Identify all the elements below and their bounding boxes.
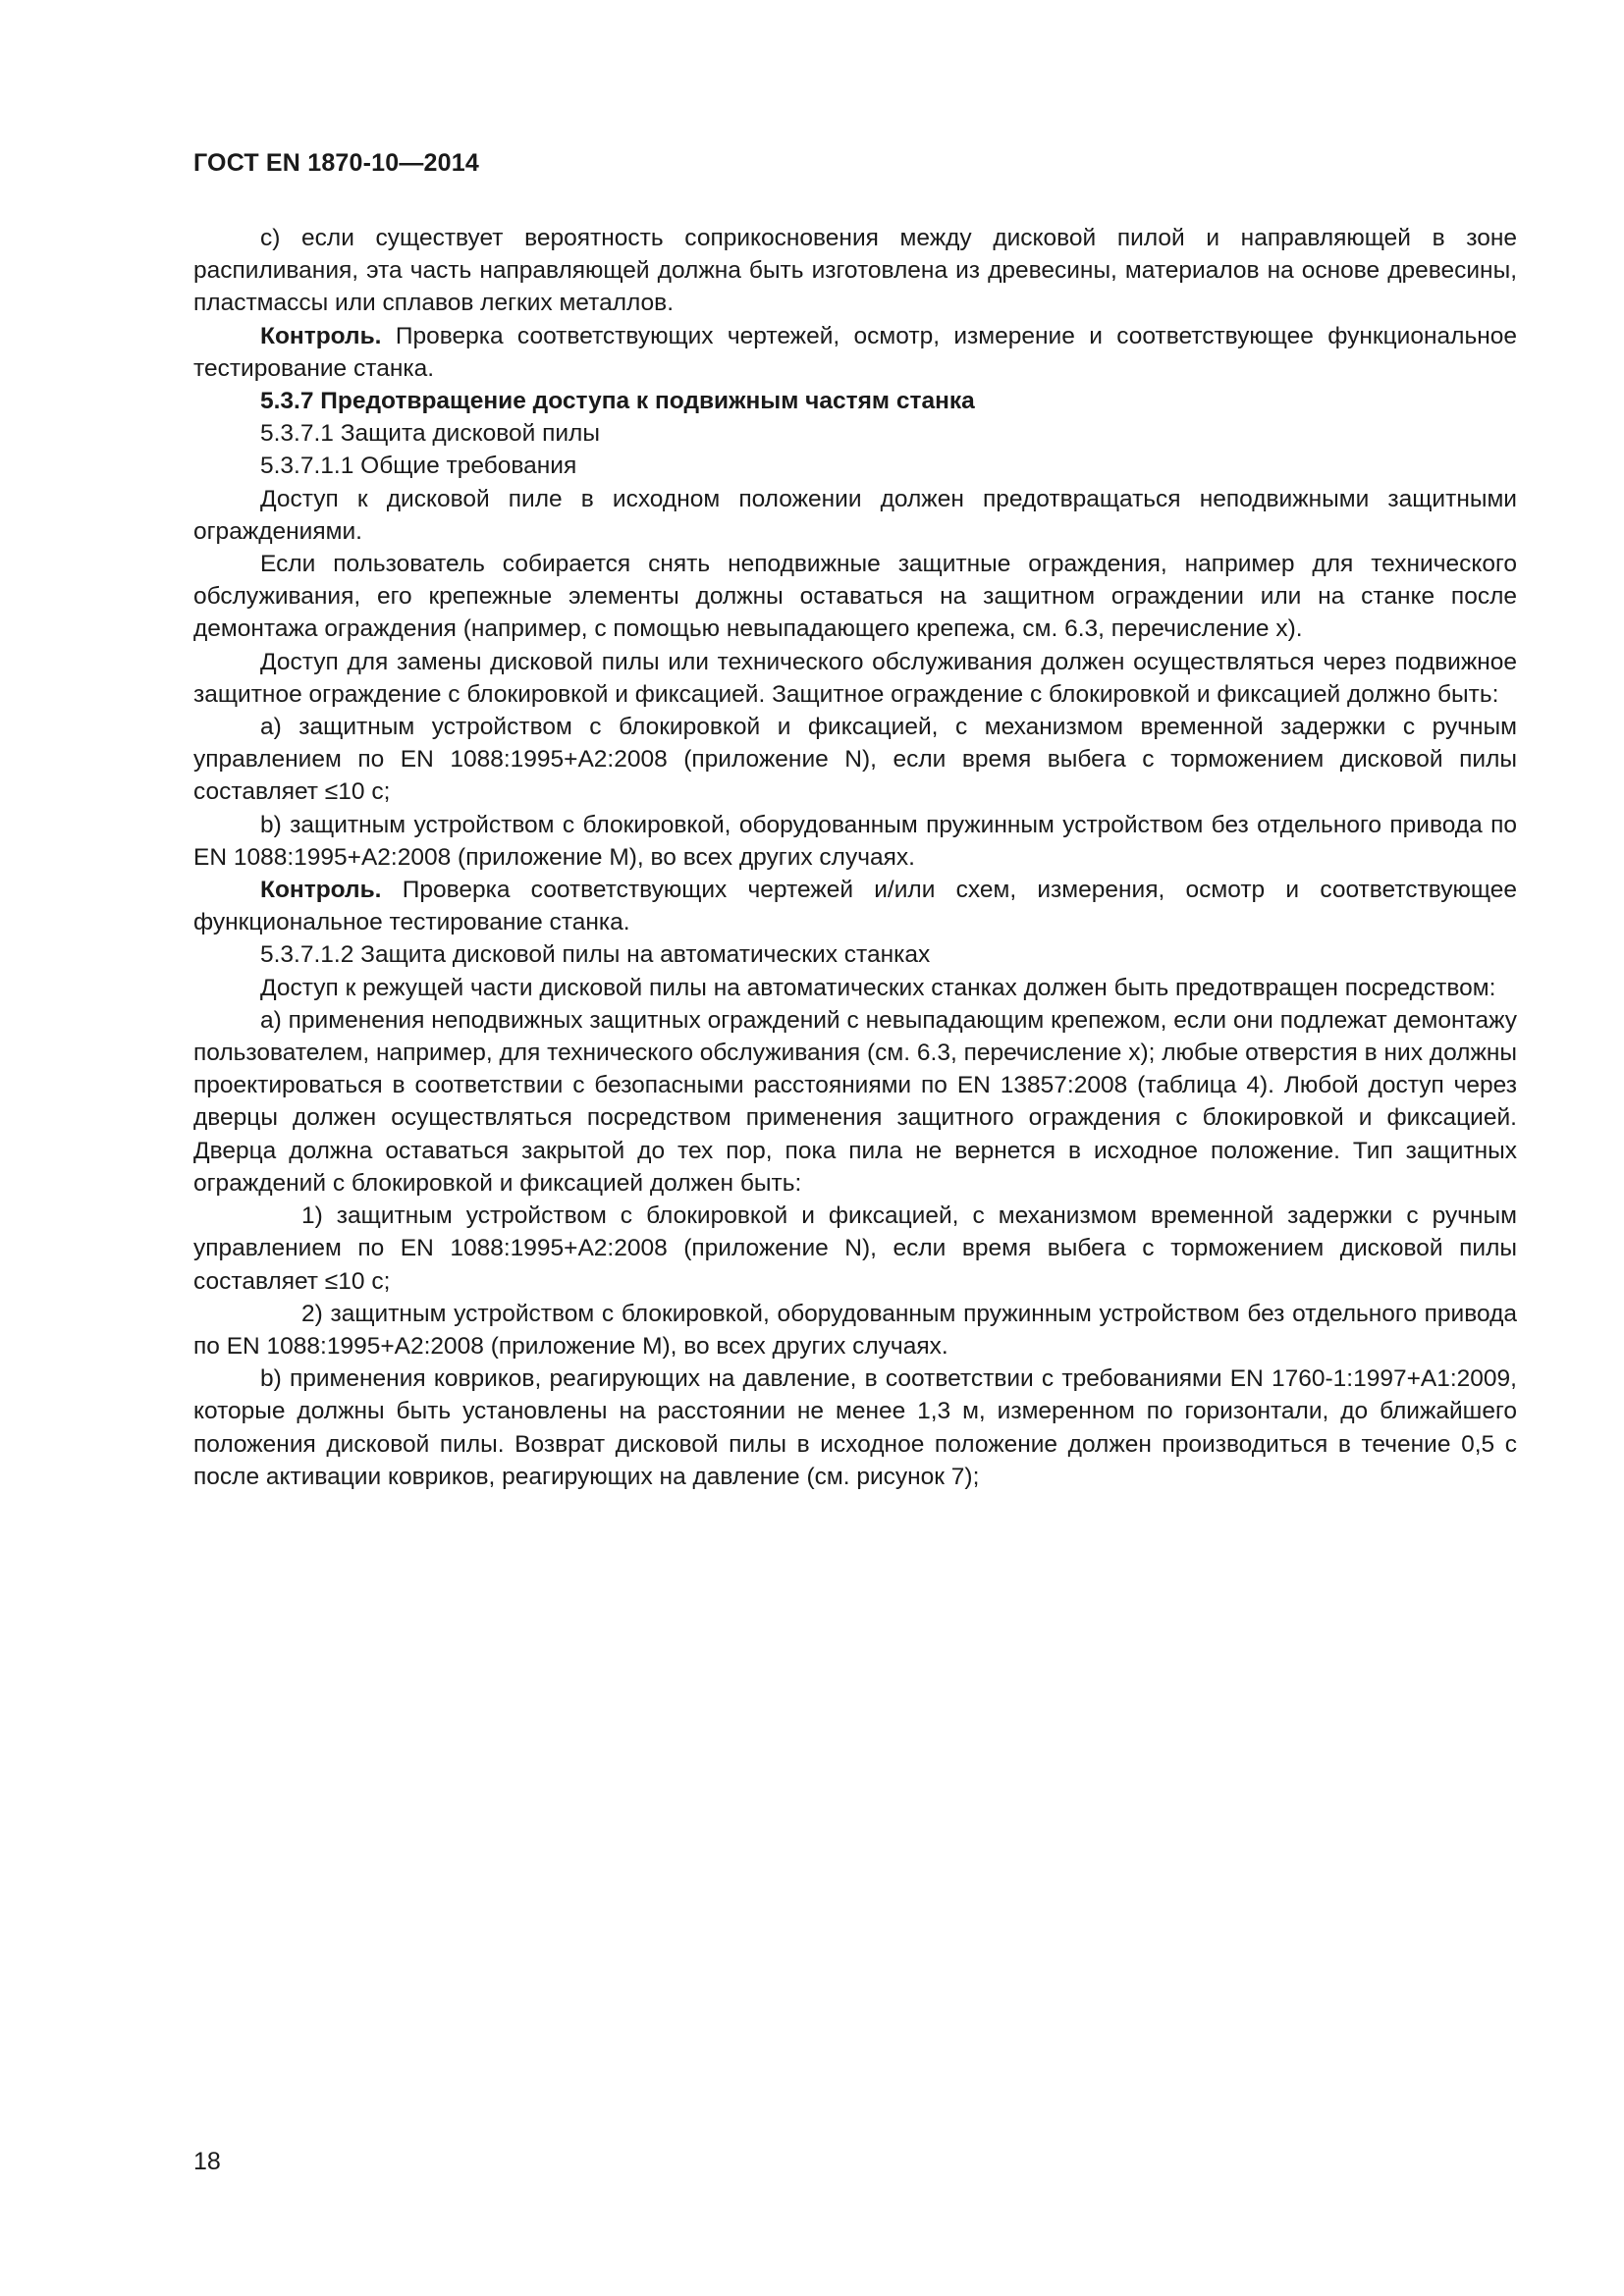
paragraph-control-2 xyxy=(193,874,1517,938)
paragraph-control-1 xyxy=(193,320,1517,385)
list-item-2-interlock-spring: 2) защитным устройством с блокировкой, оборудованным пружинным устройством без отдельного привода по EN 1088:1995+A2:2008 (приложение М), во всех других случаях. xyxy=(193,1300,1517,1360)
paragraph-user-removes-guards: Если пользователь собирается снять неподвижные защитные ограждения, например для технического обслуживания, его крепежные элементы должны оставаться на защитном ограждении или на станке после демонтажа ограждения (например, с помощью невыпадающего крепежа, см. 6.3, перечисление х). xyxy=(193,551,1517,643)
list-item-a-fixed-guards: а) применения неподвижных защитных ограждений с невыпадающим крепежом, если они подлежат демонтажу пользователем, например, для технического обслуживания (см. 6.3, перечисление х); любые отверстия в них должны проектироваться в соответствии с безопасными расстояниями по EN 13857:2008 (таблица 4). Любой доступ через дверцы должен осуществляться посредством применения защитного ограждения с блокировкой и фиксацией. Дверца должна оставаться закрытой до тех пор, пока пила не вернется в исходное положение. Тип защитных ограждений с блокировкой и фиксацией должен быть: xyxy=(193,1006,1517,1197)
control-keyword: Контроль. xyxy=(260,877,382,904)
control-text: Проверка соответствующих чертежей и/или схем, измерения, осмотр и соответствующее функциональное тестирование станка. xyxy=(193,877,1517,936)
document-body xyxy=(193,222,1517,1493)
page-number: 18 xyxy=(193,2148,221,2175)
paragraph-access-automatic: Доступ к режущей части дисковой пилы на автоматических станках должен быть предотвращен посредством: xyxy=(260,974,1496,1001)
list-item-1-interlock-locking: 1) защитным устройством с блокировкой и фиксацией, с механизмом временной задержки с ручным управлением по EN 1088:1995+A2:2008 (приложение N), если время выбега с торможением дисковой пилы составляет ≤10 с; xyxy=(193,1202,1517,1295)
paragraph-access-replacement: Доступ для замены дисковой пилы или технического обслуживания должен осуществляться через подвижное защитное ограждение с блокировкой и фиксацией. Защитное ограждение с блокировкой и фиксацией должно быть: xyxy=(193,648,1517,708)
paragraph-access-fixed-guards: Доступ к дисковой пиле в исходном положении должен предотвращаться неподвижными защитными ограждениями. xyxy=(193,485,1517,545)
control-text: Проверка соответствующих чертежей, осмотр, измерение и соответствующее функциональное тестирование станка. xyxy=(193,322,1517,382)
subsection-5-3-7-1-1: 5.3.7.1.1 Общие требования xyxy=(260,453,577,480)
section-heading-5-3-7: 5.3.7 Предотвращение доступа к подвижным частям станка xyxy=(260,388,975,415)
subsection-5-3-7-1-2: 5.3.7.1.2 Защита дисковой пилы на автоматических станках xyxy=(260,941,931,969)
document-header: ГОСТ EN 1870-10—2014 xyxy=(193,149,479,177)
list-item-b-pressure-mats: b) применения ковриков, реагирующих на давление, в соответствии с требованиями EN 1760-1:1997+A1:2009, которые должны быть установлены на расстоянии не менее 1,3 м, измеренном по горизонтали, до ближайшего положения дисковой пилы. Возврат дисковой пилы в исходное положение должен производиться в течение 0,5 с после активации ковриков, реагирующих на давление (см. рисунок 7); xyxy=(193,1365,1517,1490)
list-item-b-interlock-spring: b) защитным устройством с блокировкой, оборудованным пружинным устройством без отдельного привода по EN 1088:1995+A2:2008 (приложение М), во всех других случаях. xyxy=(193,811,1517,871)
subsection-5-3-7-1: 5.3.7.1 Защита дисковой пилы xyxy=(260,420,600,448)
list-item-a-interlock-locking: а) защитным устройством с блокировкой и фиксацией, с механизмом временной задержки с ручным управлением по EN 1088:1995+A2:2008 (приложение N), если время выбега с торможением дисковой пилы составляет ≤10 с; xyxy=(193,714,1517,806)
paragraph-c-contact: с) если существует вероятность соприкосновения между дисковой пилой и направляющей в зоне распиливания, эта часть направляющей должна быть изготовлена из древесины, материалов на основе древесины, пластмассы или сплавов легких металлов. xyxy=(193,225,1517,317)
control-keyword: Контроль. xyxy=(260,322,382,349)
